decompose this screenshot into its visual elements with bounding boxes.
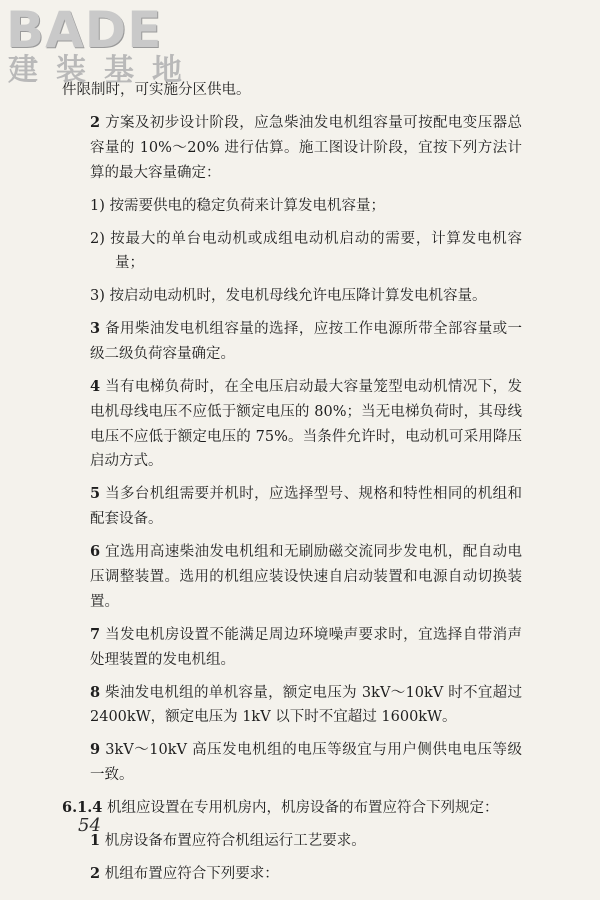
paragraph-item-5 [62,482,522,532]
subitem-number: 3) [90,288,105,305]
subitem-number: 2) [90,230,105,247]
subitem-text: 按需要供电的稳定负荷来计算发电机容量； [109,197,385,214]
paragraph-item-3 [62,317,522,367]
paragraph-item-4 [62,375,522,474]
item-text: 方案及初步设计阶段，应急柴油发电机组容量可按配电变压器总容量的 10%～20% 进行估算。施工图设计阶段，宜按下列方法计算的最大容量确定： [90,114,523,181]
paragraph-item-2 [62,111,522,185]
item-text: 机房设备布置应符合机组运行工艺要求。 [104,833,366,850]
item-number: 1 [90,832,101,850]
paragraph-clause-item-1 [62,829,522,854]
item-number: 8 [90,683,101,701]
item-text: 宜选用高速柴油发电机组和无刷励磁交流同步发电机，配自动电压调整装置。选用的机组应装设快速自启动装置和电源自动切换装置。 [90,544,523,610]
paragraph-clause-item-2 [62,862,522,887]
subitem-text: 按启动电动机时，发电机母线允许电压降计算发电机容量。 [109,288,487,305]
item-text: 柴油发电机组的单机容量，额定电压为 3kV～10kV 时不宜超过 2400kW，额定电压为 1kV 以下时不宜超过 1600kW。 [90,684,522,726]
paragraph-item-7 [62,623,522,673]
item-number: 4 [90,378,101,396]
paragraph-item-6 [62,540,522,614]
paragraph-subitem-2 [62,227,522,277]
watermark-brand: BADE [6,1,163,59]
paragraph-subitem-3 [62,284,522,309]
item-text: 当多台机组需要并机时，应选择型号、规格和特性相同的机组和配套设备。 [90,486,523,528]
paragraph-item-8 [62,681,522,731]
item-text: 当有电梯负荷时，在全电压启动最大容量笼型电动机情况下，发电机母线电压不应低于额定电压的 80%；当无电梯负荷时，其母线电压不应低于额定电压的 75%。当条件允许时，电动机可采用降压启动方式。 [90,379,523,470]
item-number: 5 [90,485,101,503]
clause-text: 机组应设置在专用机房内，机房设备的布置应符合下列规定： [106,800,499,817]
item-text: 当发电机房设置不能满足周边环境噪声要求时，宜选择自带消声处理装置的发电机组。 [90,626,523,668]
item-text: 机组布置应符合下列要求： [104,866,279,883]
paragraph-subitem-1 [62,194,522,219]
item-number: 6 [90,543,101,561]
subitem-text: 按最大的单台电动机或成组电动机启动的需要，计算发电机容量； [110,230,523,272]
clause-number: 6.1.4 [62,799,103,817]
item-number: 2 [90,865,101,883]
item-number: 7 [90,625,101,643]
clause-6-1-4 [62,796,522,821]
item-number: 9 [90,741,101,759]
item-text: 备用柴油发电机组容量的选择，应按工作电源所带全部容量或一级二级负荷容量确定。 [90,321,523,363]
paragraph-continuation: 件限制时，可实施分区供电。 [62,82,251,98]
page-body [62,78,522,895]
item-text: 3kV～10kV 高压发电机组的电压等级宜与用户侧供电电压等级一致。 [90,742,522,784]
watermark-logo [6,1,200,88]
paragraph-item-9 [62,738,522,788]
item-number: 3 [90,320,101,338]
watermark-subtitle: 建装基地 [8,53,200,88]
page-number: 54 [78,815,101,836]
subitem-number: 1) [90,197,105,214]
item-number: 2 [90,113,101,131]
